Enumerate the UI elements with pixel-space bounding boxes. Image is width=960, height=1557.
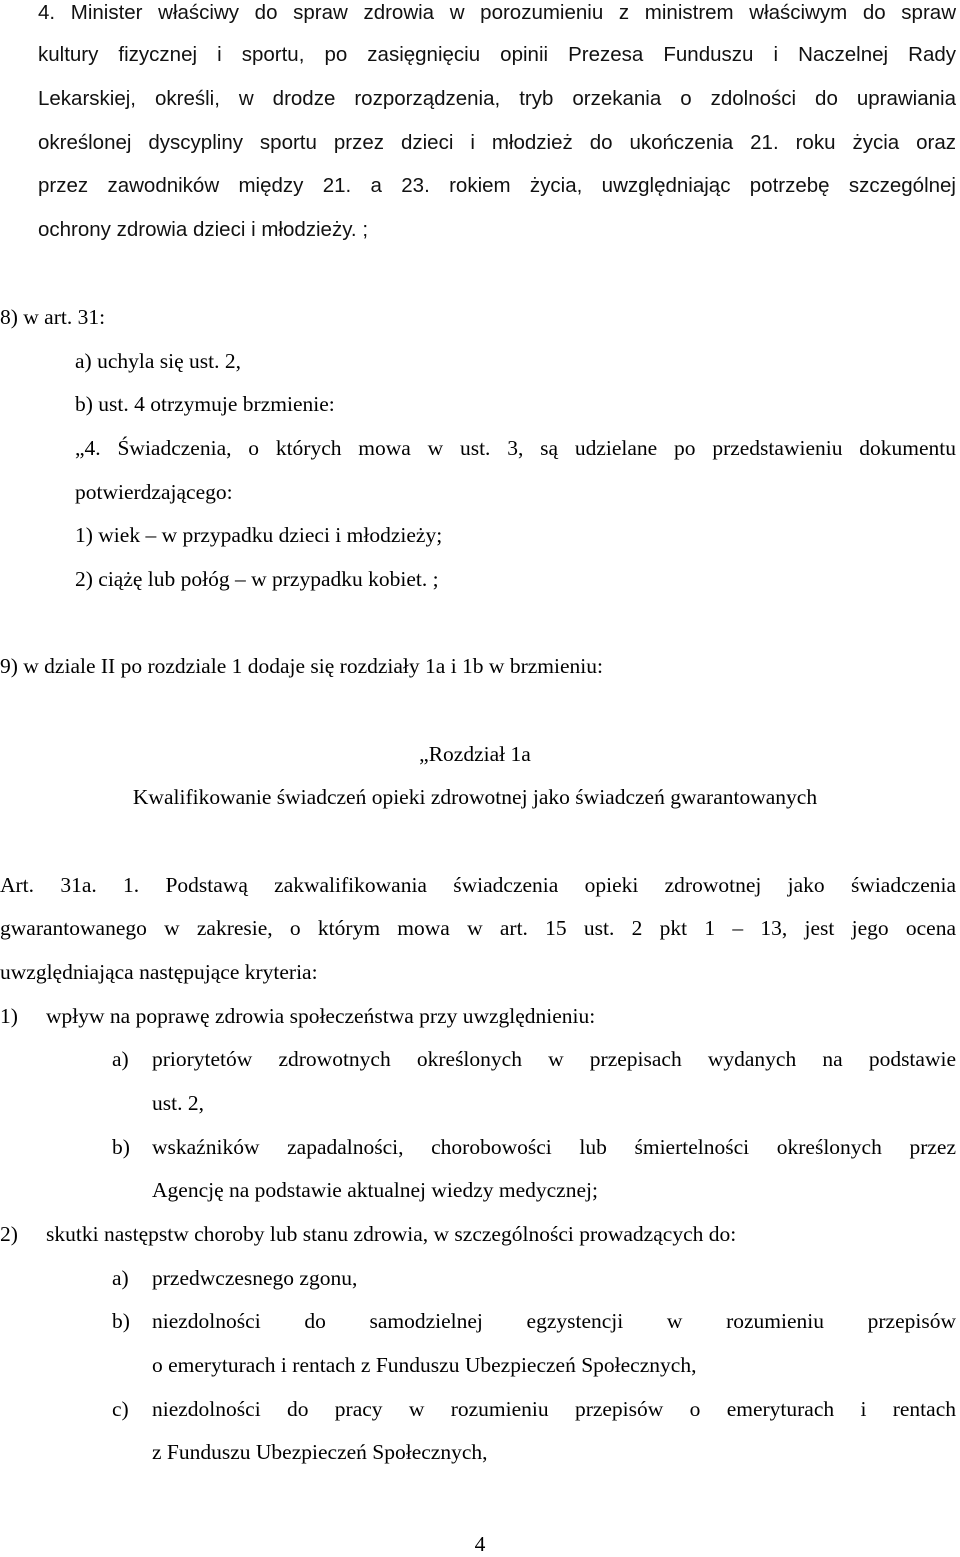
item8-heading: 8) w art. 31: [0, 305, 106, 329]
item9-heading: 9) w dziale II po rozdziale 1 dodaje się rozdziały 1a i 1b w brzmieniu: [0, 654, 603, 678]
chapter-subtitle: Kwalifikowanie świadczeń opieki zdrowotnej jako świadczeń gwarantowanych [132, 785, 818, 809]
art31a-point-2c-line-1: niezdolności do pracy w rozumieniu przepisów o emeryturach i rentach [152, 1397, 956, 1421]
art31a-point-1-number: 1) [0, 1004, 18, 1028]
art31a-point-1a-number: a) [112, 1047, 129, 1071]
section4-line-6: ochrony zdrowia dzieci i młodzieży. ; [38, 218, 369, 241]
art31a-point-2b-line-2: o emeryturach i rentach z Funduszu Ubezpieczeń Społecznych, [152, 1353, 697, 1377]
chapter-title: „Rozdział 1a [419, 742, 531, 766]
item8-quote-point-1: 1) wiek – w przypadku dzieci i młodzieży; [75, 523, 443, 547]
art31a-line-2: gwarantowanego w zakresie, o którym mowa w art. 15 ust. 2 pkt 1 – 13, jest jego ocena [0, 916, 956, 940]
art31a-point-2b-line-1: niezdolności do samodzielnej egzystencji w rozumieniu przepisów [152, 1309, 956, 1333]
section4-line-1: 4. Minister właściwy do spraw zdrowia w porozumieniu z ministrem właściwym do spraw [38, 1, 956, 24]
art31a-point-1b-number: b) [112, 1135, 130, 1159]
section4-line-3: Lekarskiej, określi, w drodze rozporządzenia, tryb orzekania o zdolności do uprawiania [38, 87, 956, 110]
art31a-point-1-text: wpływ na poprawę zdrowia społeczeństwa przy uwzględnieniu: [46, 1004, 596, 1028]
art31a-point-1b-line-2: Agencję na podstawie aktualnej wiedzy medycznej; [152, 1178, 598, 1202]
item8-quote-line-2: potwierdzającego: [75, 480, 233, 504]
section4-line-5: przez zawodników między 21. a 23. rokiem życia, uwzględniając potrzebę szczególnej [38, 174, 956, 197]
item8-point-b: b) ust. 4 otrzymuje brzmienie: [75, 392, 335, 416]
item8-quote-point-2: 2) ciążę lub połóg – w przypadku kobiet. ; [75, 567, 439, 591]
item8-quote-line-1: „4. Świadczenia, o których mowa w ust. 3, są udzielane po przedstawieniu dokumentu [75, 436, 956, 460]
art31a-point-1a-line-1: priorytetów zdrowotnych określonych w przepisach wydanych na podstawie [152, 1047, 956, 1071]
art31a-point-2b-number: b) [112, 1309, 130, 1333]
art31a-line-1: Art. 31a. 1. Podstawą zakwalifikowania świadczenia opieki zdrowotnej jako świadczenia [0, 873, 956, 897]
art31a-point-2-text: skutki następstw choroby lub stanu zdrowia, w szczególności prowadzących do: [46, 1222, 737, 1246]
section4-line-2: kultury fizycznej i sportu, po zasięgnięciu opinii Prezesa Funduszu i Naczelnej Rady [38, 43, 956, 66]
art31a-point-1b-line-1: wskaźników zapadalności, chorobowości lub śmiertelności określonych przez [152, 1135, 956, 1159]
page-number: 4 [474, 1532, 486, 1556]
art31a-point-2a-number: a) [112, 1266, 129, 1290]
art31a-point-2c-line-2: z Funduszu Ubezpieczeń Społecznych, [152, 1440, 488, 1464]
art31a-point-2c-number: c) [112, 1397, 129, 1421]
art31a-point-2-number: 2) [0, 1222, 18, 1246]
art31a-point-1a-line-2: ust. 2, [152, 1091, 204, 1115]
section4-line-4: określonej dyscypliny sportu przez dzieci i młodzież do ukończenia 21. roku życia oraz [38, 131, 956, 154]
item8-point-a: a) uchyla się ust. 2, [75, 349, 241, 373]
art31a-line-3: uwzględniająca następujące kryteria: [0, 960, 318, 984]
art31a-point-2a-line-1: przedwczesnego zgonu, [152, 1266, 358, 1290]
